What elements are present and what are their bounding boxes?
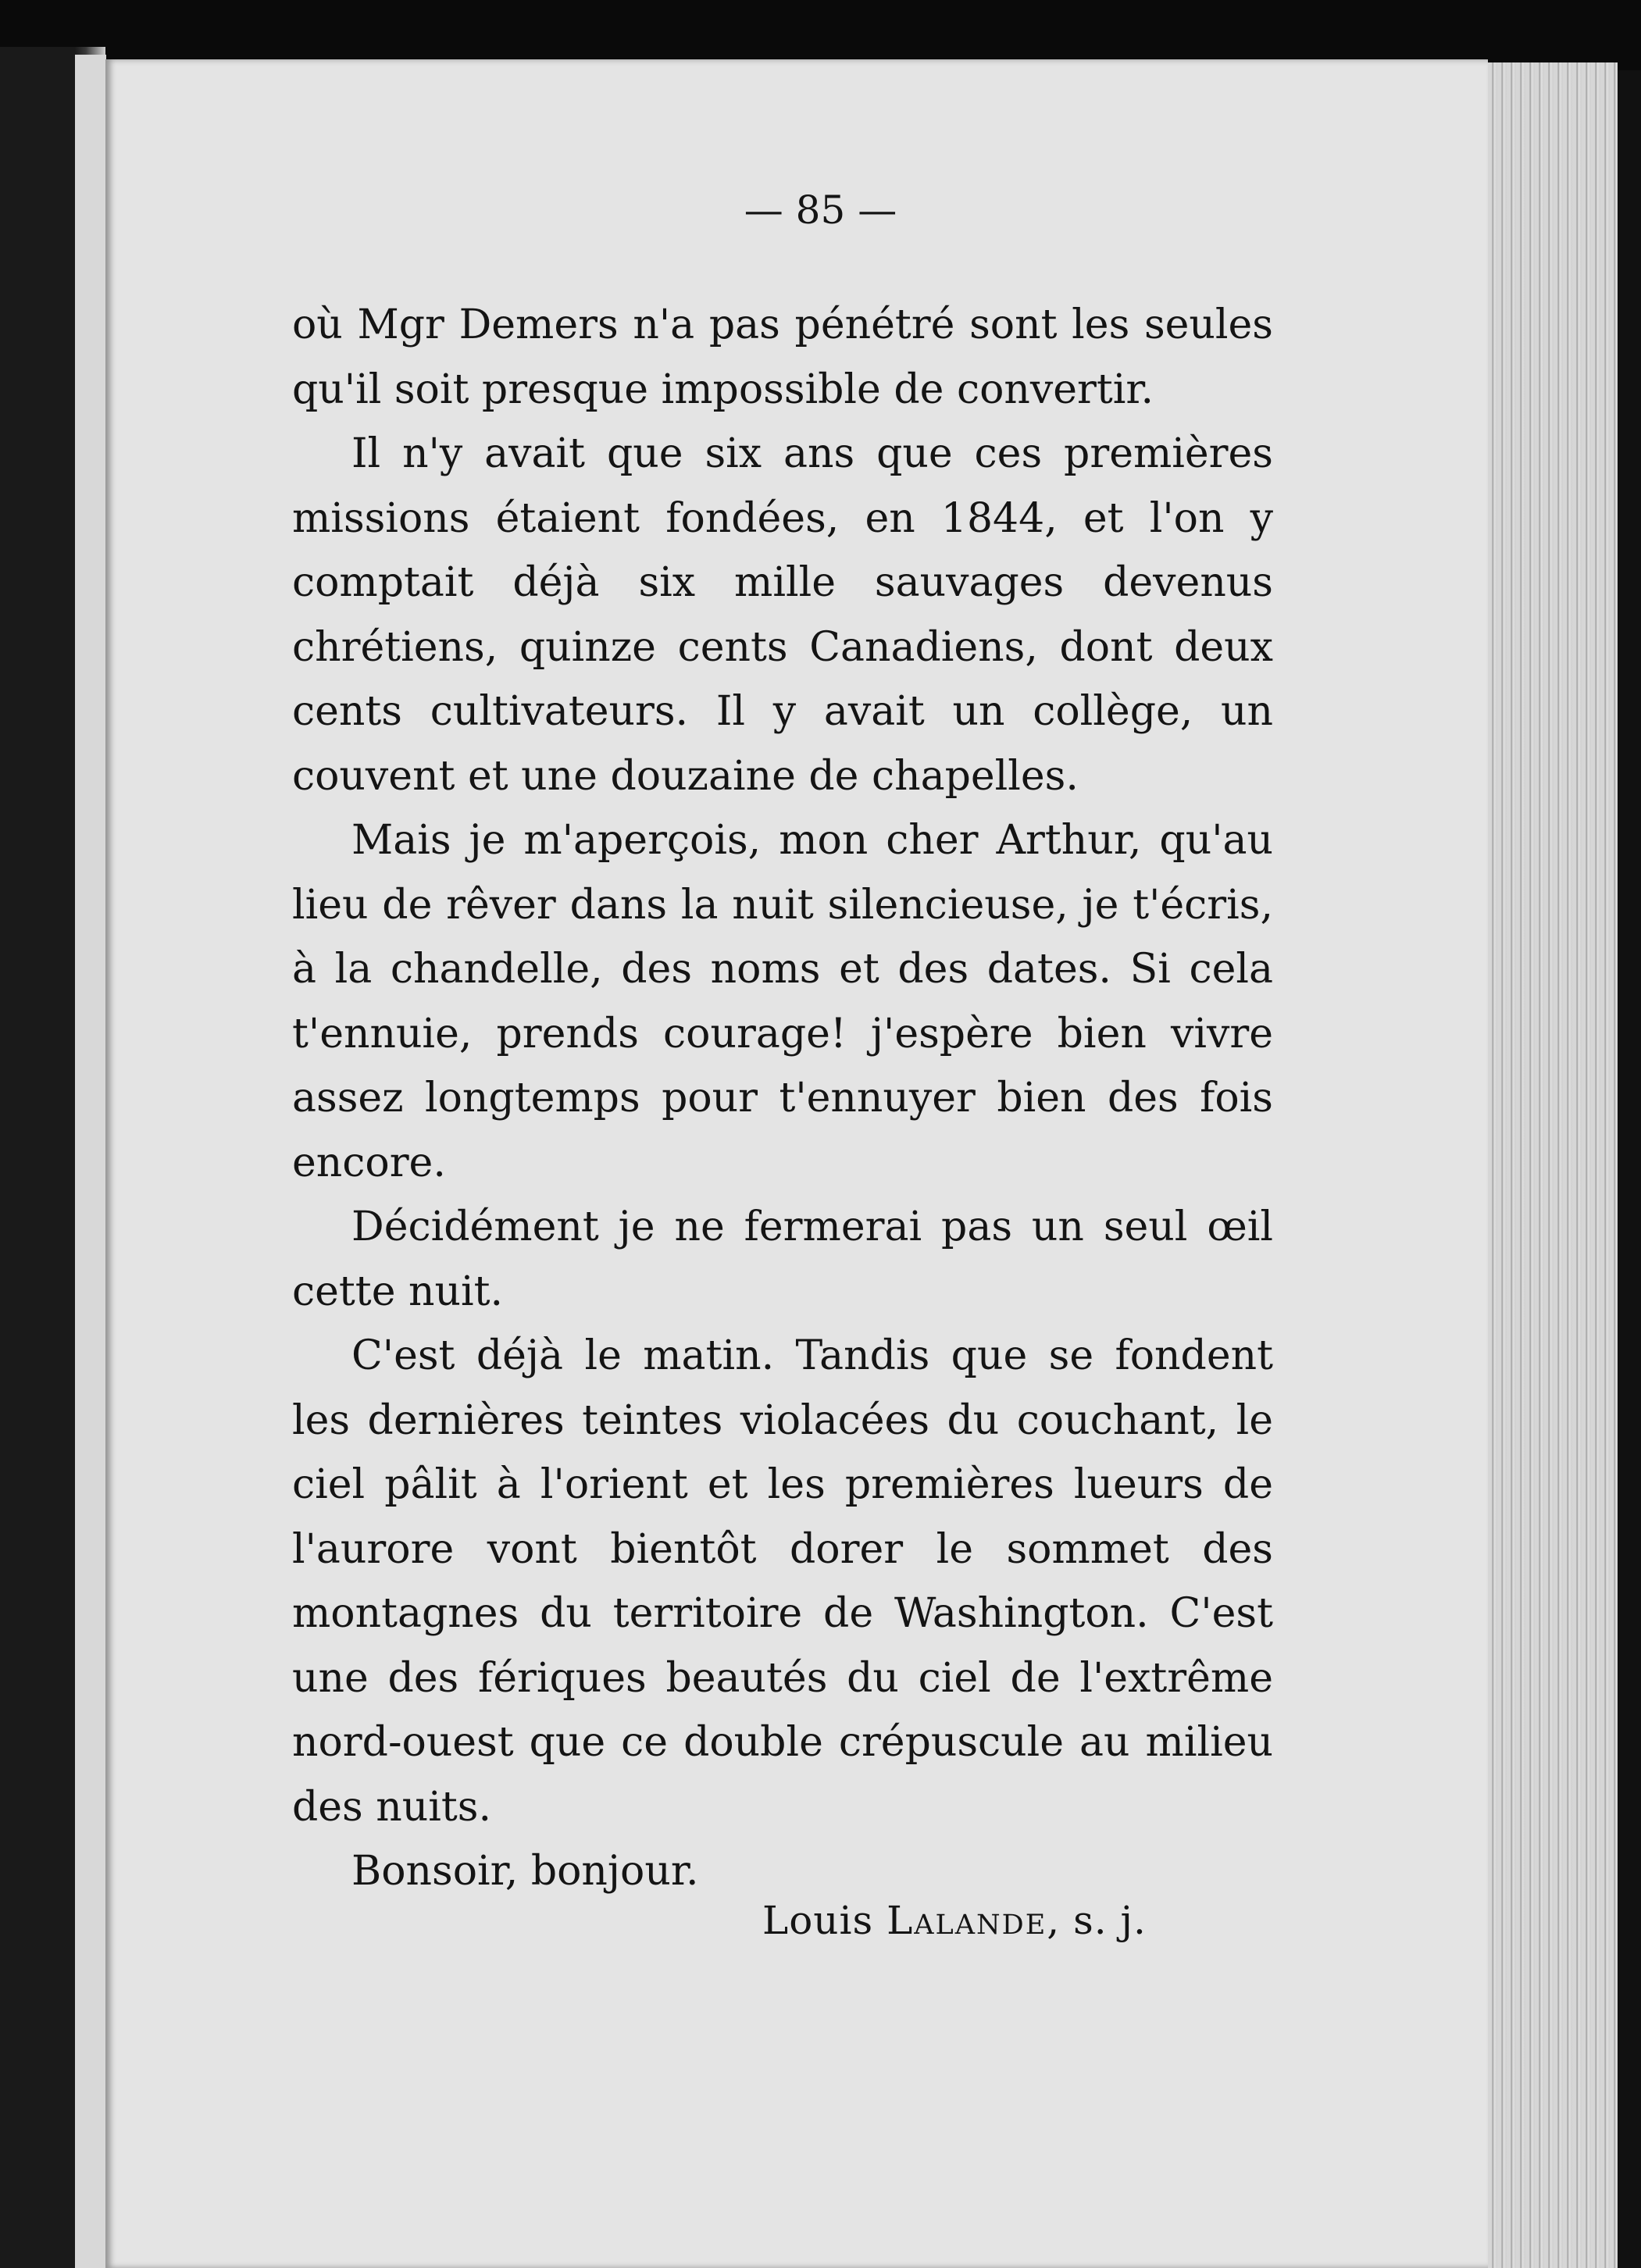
page-number: — 85 — [744,187,897,233]
paragraph: Il n'y avait que six ans que ces premières missions étaient fondées, en 1844, et l'on y comptait déjà six mille sauvages devenus chrétiens, quinze cents Canadiens, dont deux cents cultivateurs. Il y avait un collège, un couvent et une douzaine de chapelles. [292,430,1273,800]
paragraph: Mais je m'aperçois, mon cher Arthur, qu'au lieu de rêver dans la nuit silencieuse, je t'écris, à la chandelle, des noms et des dates. Si cela t'ennuie, prends courage! j'espère bien vivre assez longtemps pour t'ennuyer bien des fois encore. [292,817,1273,1186]
paragraph: Décidément je ne fermerai pas un seul œil cette nuit. [292,1204,1273,1315]
signature [762,1898,1147,1943]
paragraph: C'est déjà le matin. Tandis que se fondent les dernières teintes violacées du couchant, le ciel pâlit à l'orient et les premières lueurs de l'aurore vont bientôt dorer le sommet des montagnes du territoire de Washington. C'est une des fériques beautés du ciel de l'extrême nord-ouest que ce double crépuscule au milieu des nuits. [292,1332,1273,1831]
body-text [292,293,1273,1904]
left-page-edge [75,55,106,2268]
signature-first-name: Louis [762,1898,887,1943]
page-stack-edges [1488,62,1618,2268]
paragraph: Bonsoir, bonjour. [351,1848,699,1895]
signature-suffix: , s. j. [1047,1898,1147,1943]
paragraph: où Mgr Demers n'a pas pénétré sont les seules qu'il soit presque impossible de convertir. [292,301,1273,413]
scanner-top-border [0,0,1641,61]
signature-surname: Lalande [886,1898,1047,1943]
scanner-right-border [1618,70,1641,2268]
